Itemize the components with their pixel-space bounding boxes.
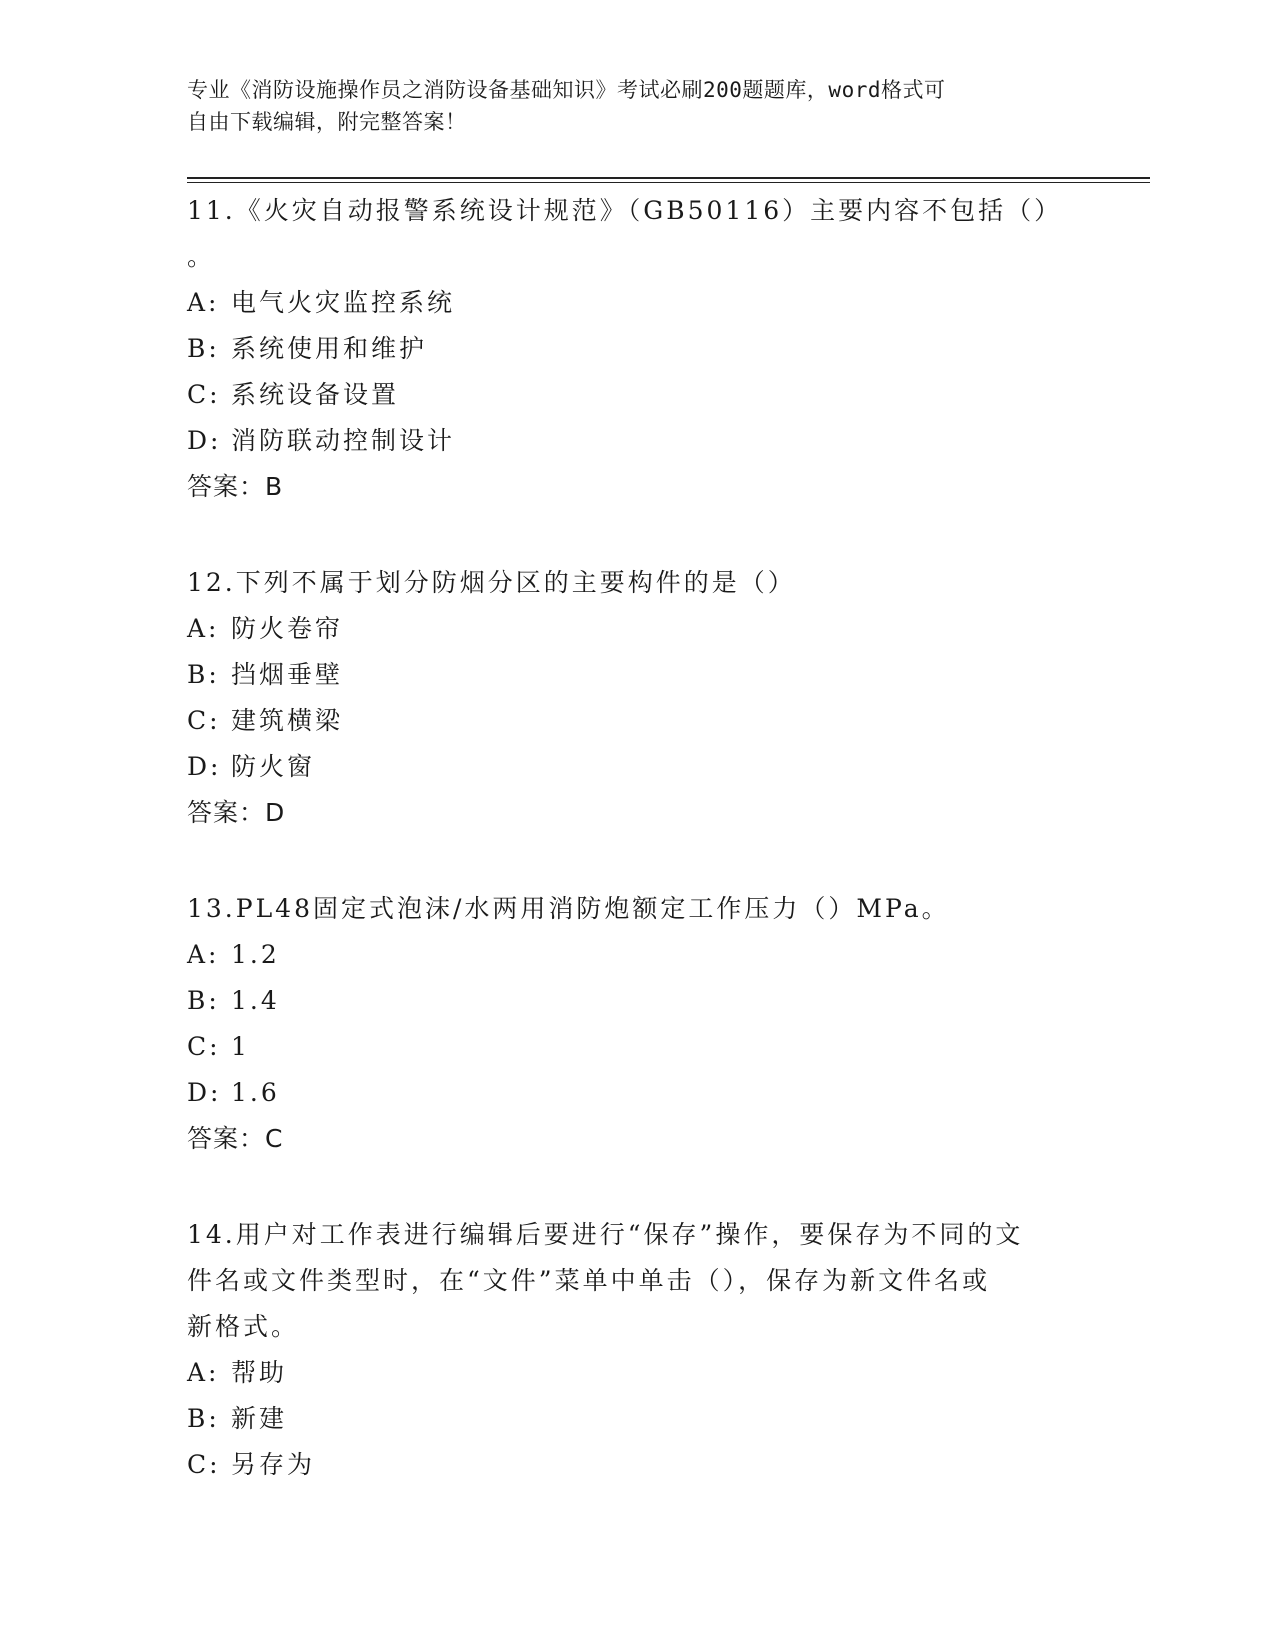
option-a <box>187 606 1087 652</box>
option-letter: B: <box>187 334 220 363</box>
option-b <box>187 326 1087 372</box>
header-line-2: 自由下载编辑，附完整答案！ <box>187 110 467 134</box>
header-divider-thin <box>187 182 1150 183</box>
option-b <box>187 1396 1087 1442</box>
question-stem: 11.《火灾自动报警系统设计规范》（GB50116）主要内容不包括（） <box>187 196 1063 225</box>
option-b <box>187 652 1087 698</box>
option-text: 建筑横梁 <box>231 706 344 735</box>
option-letter: D: <box>187 752 222 781</box>
question-stem: 13.PL48固定式泡沫/水两用消防炮额定工作压力（）MPa。 <box>187 894 950 923</box>
option-d <box>187 418 1087 464</box>
option-c <box>187 1442 1087 1488</box>
question-stem-continued: 。 <box>187 242 216 271</box>
option-letter: A: <box>187 288 220 317</box>
question-14 <box>187 1212 1087 1488</box>
option-letter: B: <box>187 660 220 689</box>
option-c <box>187 1024 1087 1070</box>
question-list <box>187 188 1087 1538</box>
question-11 <box>187 188 1087 510</box>
option-letter: A: <box>187 940 220 969</box>
answer-line: 答案：B <box>187 472 284 501</box>
option-letter: A: <box>187 614 220 643</box>
option-a <box>187 280 1087 326</box>
option-letter: C: <box>187 380 221 409</box>
option-text: 1.2 <box>231 940 280 969</box>
option-d <box>187 1070 1087 1116</box>
answer-line: 答案：C <box>187 1124 284 1153</box>
option-text: 1.6 <box>231 1078 280 1107</box>
option-text: 消防联动控制设计 <box>231 426 456 455</box>
option-a <box>187 932 1087 978</box>
option-letter: C: <box>187 1450 221 1479</box>
option-text: 防火窗 <box>231 752 316 781</box>
document-header <box>187 74 1067 138</box>
option-letter: C: <box>187 1032 221 1061</box>
option-letter: C: <box>187 706 221 735</box>
question-stem: 12.下列不属于划分防烟分区的主要构件的是（） <box>187 568 796 597</box>
option-d <box>187 744 1087 790</box>
option-text: 新建 <box>231 1404 288 1433</box>
option-letter: B: <box>187 1404 220 1433</box>
question-stem-continued: 新格式。 <box>187 1312 300 1341</box>
question-stem: 14.用户对工作表进行编辑后要进行“保存”操作，要保存为不同的文 <box>187 1220 1024 1249</box>
option-text: 防火卷帘 <box>231 614 344 643</box>
answer-line: 答案：D <box>187 798 286 827</box>
option-c <box>187 372 1087 418</box>
question-13 <box>187 886 1087 1162</box>
option-text: 1 <box>231 1032 250 1061</box>
question-12 <box>187 560 1087 836</box>
option-a <box>187 1350 1087 1396</box>
option-b <box>187 978 1087 1024</box>
option-text: 电气火灾监控系统 <box>231 288 456 317</box>
option-letter: D: <box>187 426 222 455</box>
option-text: 系统使用和维护 <box>231 334 428 363</box>
option-letter: D: <box>187 1078 222 1107</box>
header-line-1: 专业《消防设施操作员之消防设备基础知识》考试必刷200题题库，word格式可 <box>187 78 946 102</box>
question-stem-continued: 件名或文件类型时，在“文件”菜单中单击（），保存为新文件名或 <box>187 1266 991 1295</box>
option-text: 帮助 <box>231 1358 288 1387</box>
option-c <box>187 698 1087 744</box>
option-text: 1.4 <box>231 986 280 1015</box>
option-letter: A: <box>187 1358 220 1387</box>
option-text: 系统设备设置 <box>231 380 400 409</box>
option-letter: B: <box>187 986 220 1015</box>
option-text: 另存为 <box>231 1450 316 1479</box>
header-divider-thick <box>187 177 1150 179</box>
option-text: 挡烟垂壁 <box>231 660 344 689</box>
